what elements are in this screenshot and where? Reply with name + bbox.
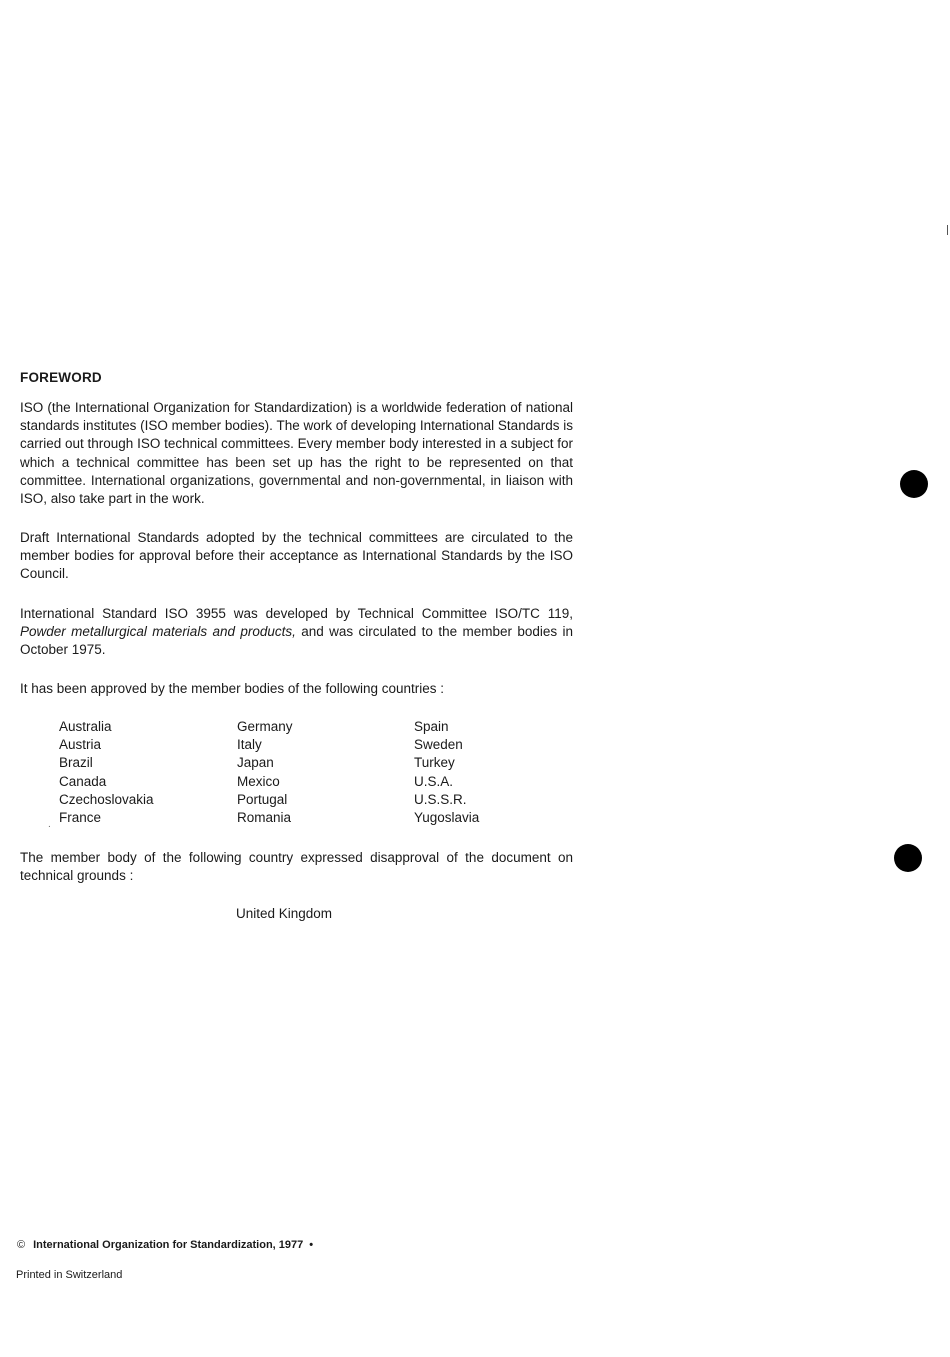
development-text-before: International Standard ISO 3955 was developed by Technical Committee ISO/TC 119, (20, 606, 573, 621)
country-item: Austria (59, 737, 102, 753)
country-item: Romania (237, 810, 292, 826)
copyright-icon: © (17, 1239, 26, 1251)
country-item: Japan (237, 755, 274, 771)
country-item: Australia (59, 719, 112, 734)
approving-countries-column-2 (237, 718, 293, 827)
country-item: Portugal (237, 791, 288, 807)
foreword-paragraph-draft-standards: Draft International Standards adopted by the technical committees are circulated to the member bodies for approval before their acceptance as International Standards by the ISO Council. (20, 530, 573, 582)
disapproving-country: United Kingdom (236, 906, 333, 921)
foreword-paragraph-iso-description: ISO (the International Organization for Standardization) is a worldwide federation of national standards institutes (ISO member bodies). The work of developing International Standards is carried out through ISO technical committees. Every member body interested in a subject for which a technical committee has been set up has the right to be represented on that committee. International organizations, governmental and non-governmental, in liaison with ISO, also take part in the work. (20, 400, 574, 507)
scan-speck: . (48, 819, 51, 830)
bullet-icon: • (309, 1239, 314, 1251)
country-item: Italy (237, 737, 262, 753)
country-item: France (59, 810, 102, 826)
scan-edge-mark (947, 225, 948, 235)
printed-in-line: Printed in Switzerland (16, 1269, 123, 1281)
approving-countries-column-3 (414, 718, 479, 827)
country-item: Sweden (414, 737, 463, 753)
foreword-paragraph-development (20, 605, 573, 660)
foreword-paragraph-approval: It has been approved by the member bodies of the following countries : (20, 681, 445, 696)
approving-countries-column-1 (59, 718, 154, 827)
country-item: Canada (59, 773, 107, 789)
country-item: U.S.S.R. (414, 791, 467, 807)
country-item: U.S.A. (414, 773, 454, 789)
punch-hole-icon (900, 470, 928, 498)
foreword-heading: FOREWORD (20, 370, 102, 385)
copyright-line (17, 1239, 313, 1251)
country-item: Brazil (59, 755, 93, 771)
country-item: Spain (414, 719, 449, 734)
country-item: Turkey (414, 755, 455, 771)
committee-title: Powder metallurgical materials and products, (20, 624, 296, 640)
punch-hole-icon (894, 844, 922, 872)
development-text-after: and was circulated to the member bodies in October 1975. (20, 624, 574, 658)
country-item: Czechoslovakia (59, 791, 154, 807)
country-item: Yugoslavia (414, 810, 480, 826)
foreword-paragraph-disapproval: The member body of the following country expressed disapproval of the document on technical grounds : (20, 850, 573, 884)
country-item: Germany (237, 719, 293, 734)
copyright-text: International Organization for Standardization, 1977 (33, 1239, 304, 1251)
country-item: Mexico (237, 773, 280, 789)
